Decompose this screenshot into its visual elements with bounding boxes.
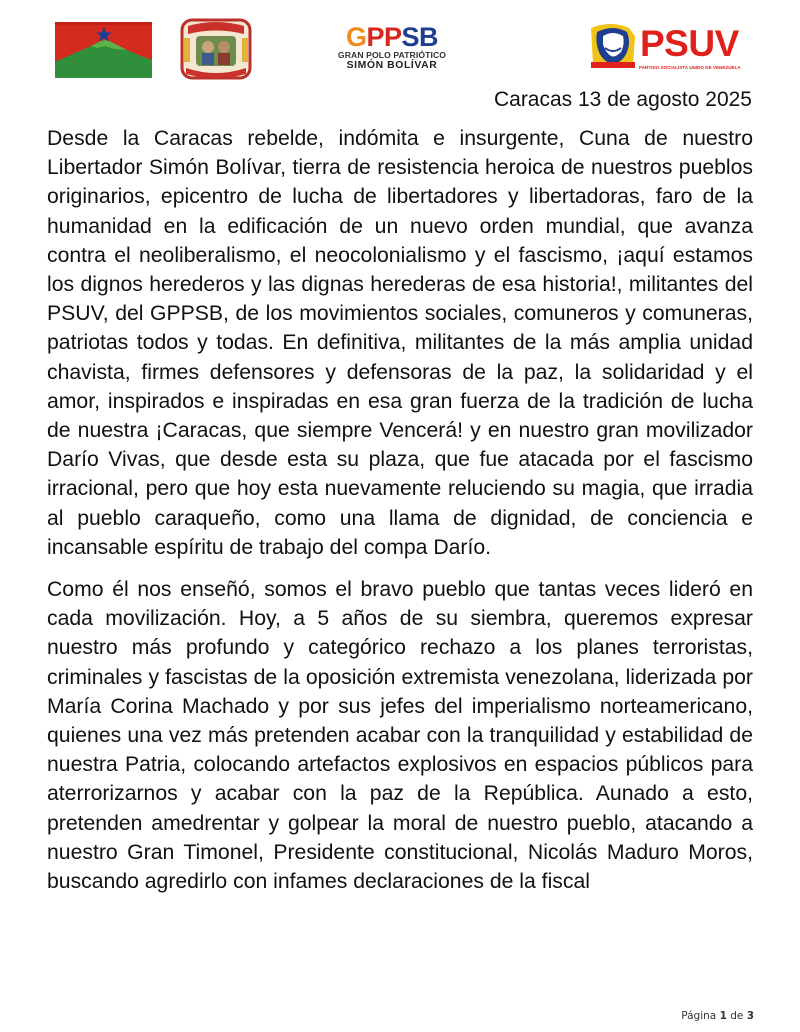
psuv-tagline: PARTIDO SOCIALISTA UNIDO DE VENEZUELA bbox=[639, 65, 741, 70]
caracas-seal-logo bbox=[178, 18, 254, 80]
document-body bbox=[47, 124, 753, 909]
page-of: de bbox=[730, 1010, 744, 1022]
psuv-logo bbox=[583, 22, 773, 74]
gppsb-subtitle-2: SIMÓN BOLÍVAR bbox=[346, 60, 438, 71]
page-current: 1 bbox=[719, 1010, 727, 1022]
gppsb-mark-g: G bbox=[345, 22, 367, 52]
coat-of-arms-seal-icon bbox=[178, 18, 254, 80]
page-total: 3 bbox=[746, 1010, 754, 1022]
gppsb-wordmark bbox=[323, 24, 461, 50]
gppsb-mark-pp: PP bbox=[366, 22, 402, 52]
flag-with-star-and-mountain-icon bbox=[55, 22, 152, 78]
gppsb-logo bbox=[323, 24, 461, 74]
document-date: Caracas 13 de agosto 2025 bbox=[493, 88, 752, 111]
psuv-wordmark: PSUV bbox=[640, 23, 739, 64]
gppsb-mark-sb: SB bbox=[401, 22, 439, 52]
chavez-silhouette-icon bbox=[583, 22, 641, 68]
document-header bbox=[0, 0, 800, 90]
page-number bbox=[681, 1010, 754, 1022]
page-label: Página bbox=[681, 1010, 717, 1022]
caracas-flag-logo bbox=[55, 22, 152, 78]
paragraph: Como él nos enseñó, somos el bravo pueblo que tantas veces lideró en cada movilización. Hoy, a 5 años de su siembra, queremos expresar nuestro más profundo y categórico rechazo a los planes terroristas, criminales y fascistas de la oposición extremista venezolana, liderizada por María Corina Machado y por sus jefes del imperialismo norteamericano, quienes una vez más pretenden acabar con la tranquilidad y estabilidad de nuestra Patria, colocando artefactos explosivos en espacios públicos para aterrorizarnos y acabar con la paz de la República. Aunado a esto, pretenden amedrentar y golpear la moral de nuestro pueblo, atacando a nuestro Gran Timonel, Presidente constitucional, Nicolás Maduro Moros, buscando agredirlo con infames declaraciones de la fiscal bbox=[47, 578, 753, 894]
gppsb-subtitle: GRAN POLO PATRIÓTICO bbox=[337, 50, 447, 60]
paragraph: Desde la Caracas rebelde, indómita e insurgente, Cuna de nuestro Libertador Simón Bolívar, tierra de resistencia heroica de nuestros pueblos originarios, epicentro de lucha de libertadores y libertadoras, faro de la humanidad en la edificación de un nuevo orden mundial, que avanza contra el neoliberalismo, el neocolonialismo y el fascismo, ¡aquí estamos los dignos herederos y las dignas herederas de esa historia!, militantes del PSUV, del GPPSB, de los movimientos sociales, comuneros y comuneras, patriotas todos y todas. En definitiva, militantes de la más amplia unidad chavista, firmes defensores y defensoras de la paz, la solidaridad y el amor, inspirados e inspiradas en esa gran fuerza de la tradición de lucha de nuestra ¡Caracas, que siempre Vencerá! y en nuestro gran movilizador Darío Vivas, que desde esta su plaza, que fue atacada por el fascismo irracional, pero que hoy esta nuevamente reluciendo su magia, que irradia al pueblo caraqueño, como una llama de dignidad, de conciencia e incansable espíritu de trabajo del compa Darío. bbox=[47, 127, 753, 559]
